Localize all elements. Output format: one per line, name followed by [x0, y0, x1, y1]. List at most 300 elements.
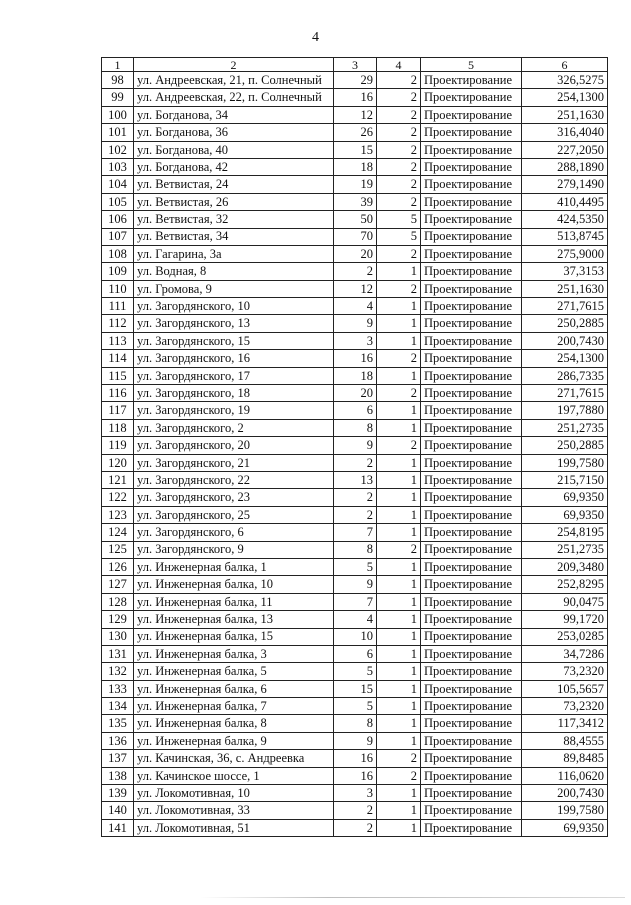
address-cell: ул. Загордянского, 21 — [134, 454, 334, 471]
work-type-cell: Проектирование — [421, 767, 522, 784]
amount-cell: 251,1630 — [522, 106, 608, 123]
table-row — [102, 124, 608, 141]
work-type-cell: Проектирование — [421, 332, 522, 349]
quantity-cell: 16 — [334, 767, 377, 784]
amount-cell: 209,3480 — [522, 558, 608, 575]
quantity-cell: 19 — [334, 176, 377, 193]
work-type-cell: Проектирование — [421, 489, 522, 506]
category-cell: 2 — [377, 280, 421, 297]
amount-cell: 275,9000 — [522, 245, 608, 262]
address-cell: ул. Загордянского, 23 — [134, 489, 334, 506]
table-row — [102, 419, 608, 436]
table-row — [102, 298, 608, 315]
row-number-cell: 98 — [102, 72, 134, 89]
amount-cell: 326,5275 — [522, 72, 608, 89]
address-cell: ул. Загордянского, 22 — [134, 471, 334, 488]
amount-cell: 271,7615 — [522, 385, 608, 402]
work-type-cell: Проектирование — [421, 611, 522, 628]
category-cell: 1 — [377, 645, 421, 662]
table-row — [102, 367, 608, 384]
amount-cell: 410,4495 — [522, 193, 608, 210]
amount-cell: 271,7615 — [522, 298, 608, 315]
row-number-cell: 139 — [102, 785, 134, 802]
table-row — [102, 663, 608, 680]
amount-cell: 69,9350 — [522, 506, 608, 523]
category-cell: 1 — [377, 332, 421, 349]
address-cell: ул. Локомотивная, 33 — [134, 802, 334, 819]
quantity-cell: 70 — [334, 228, 377, 245]
amount-cell: 254,8195 — [522, 524, 608, 541]
amount-cell: 316,4040 — [522, 124, 608, 141]
address-cell: ул. Загордянского, 18 — [134, 385, 334, 402]
table-row — [102, 680, 608, 697]
quantity-cell: 3 — [334, 785, 377, 802]
address-cell: ул. Гагарина, 3а — [134, 245, 334, 262]
category-cell: 1 — [377, 471, 421, 488]
table-header-row — [102, 58, 608, 72]
address-cell: ул. Загордянского, 25 — [134, 506, 334, 523]
row-number-cell: 105 — [102, 193, 134, 210]
category-cell: 5 — [377, 211, 421, 228]
category-cell: 2 — [377, 750, 421, 767]
address-cell: ул. Инженерная балка, 11 — [134, 593, 334, 610]
table-row — [102, 437, 608, 454]
row-number-cell: 121 — [102, 471, 134, 488]
table-row — [102, 802, 608, 819]
quantity-cell: 16 — [334, 350, 377, 367]
address-cell: ул. Загордянского, 13 — [134, 315, 334, 332]
work-type-cell: Проектирование — [421, 785, 522, 802]
address-cell: ул. Загордянского, 2 — [134, 419, 334, 436]
table-row — [102, 89, 608, 106]
quantity-cell: 4 — [334, 298, 377, 315]
table-row — [102, 558, 608, 575]
address-cell: ул. Загордянского, 16 — [134, 350, 334, 367]
work-type-cell: Проектирование — [421, 298, 522, 315]
category-cell: 1 — [377, 489, 421, 506]
amount-cell: 227,2050 — [522, 141, 608, 158]
row-number-cell: 140 — [102, 802, 134, 819]
address-cell: ул. Загордянского, 17 — [134, 367, 334, 384]
quantity-cell: 9 — [334, 732, 377, 749]
address-cell: ул. Богданова, 36 — [134, 124, 334, 141]
category-cell: 1 — [377, 819, 421, 836]
category-cell: 1 — [377, 611, 421, 628]
amount-cell: 200,7430 — [522, 332, 608, 349]
work-type-cell: Проектирование — [421, 385, 522, 402]
category-cell: 1 — [377, 558, 421, 575]
row-number-cell: 119 — [102, 437, 134, 454]
address-cell: ул. Качинское шоссе, 1 — [134, 767, 334, 784]
work-type-cell: Проектирование — [421, 176, 522, 193]
quantity-cell: 8 — [334, 541, 377, 558]
row-number-cell: 116 — [102, 385, 134, 402]
row-number-cell: 126 — [102, 558, 134, 575]
table-row — [102, 106, 608, 123]
amount-cell: 116,0620 — [522, 767, 608, 784]
row-number-cell: 118 — [102, 419, 134, 436]
work-type-cell: Проектирование — [421, 680, 522, 697]
table-row — [102, 611, 608, 628]
quantity-cell: 20 — [334, 245, 377, 262]
row-number-cell: 136 — [102, 732, 134, 749]
row-number-cell: 134 — [102, 698, 134, 715]
work-type-cell: Проектирование — [421, 732, 522, 749]
category-cell: 1 — [377, 263, 421, 280]
table-row — [102, 698, 608, 715]
column-header-2: 2 — [134, 58, 334, 72]
address-cell: ул. Водная, 8 — [134, 263, 334, 280]
amount-cell: 69,9350 — [522, 819, 608, 836]
quantity-cell: 16 — [334, 750, 377, 767]
row-number-cell: 132 — [102, 663, 134, 680]
quantity-cell: 3 — [334, 332, 377, 349]
address-cell: ул. Богданова, 34 — [134, 106, 334, 123]
category-cell: 2 — [377, 72, 421, 89]
amount-cell: 279,1490 — [522, 176, 608, 193]
row-number-cell: 111 — [102, 298, 134, 315]
column-header-5: 5 — [421, 58, 522, 72]
category-cell: 2 — [377, 767, 421, 784]
work-type-cell: Проектирование — [421, 72, 522, 89]
quantity-cell: 2 — [334, 506, 377, 523]
quantity-cell: 5 — [334, 558, 377, 575]
quantity-cell: 7 — [334, 524, 377, 541]
category-cell: 1 — [377, 593, 421, 610]
work-type-cell: Проектирование — [421, 593, 522, 610]
quantity-cell: 29 — [334, 72, 377, 89]
amount-cell: 199,7580 — [522, 454, 608, 471]
category-cell: 2 — [377, 176, 421, 193]
quantity-cell: 9 — [334, 576, 377, 593]
address-cell: ул. Загордянского, 19 — [134, 402, 334, 419]
amount-cell: 288,1890 — [522, 158, 608, 175]
row-number-cell: 122 — [102, 489, 134, 506]
work-type-cell: Проектирование — [421, 193, 522, 210]
amount-cell: 90,0475 — [522, 593, 608, 610]
address-cell: ул. Ветвистая, 24 — [134, 176, 334, 193]
table-row — [102, 524, 608, 541]
row-number-cell: 130 — [102, 628, 134, 645]
row-number-cell: 120 — [102, 454, 134, 471]
address-cell: ул. Качинская, 36, с. Андреевка — [134, 750, 334, 767]
table-row — [102, 72, 608, 89]
work-type-cell: Проектирование — [421, 454, 522, 471]
table-row — [102, 750, 608, 767]
row-number-cell: 131 — [102, 645, 134, 662]
table-row — [102, 315, 608, 332]
amount-cell: 34,7286 — [522, 645, 608, 662]
table-row — [102, 332, 608, 349]
quantity-cell: 10 — [334, 628, 377, 645]
work-type-cell: Проектирование — [421, 228, 522, 245]
address-cell: ул. Инженерная балка, 3 — [134, 645, 334, 662]
row-number-cell: 135 — [102, 715, 134, 732]
work-type-cell: Проектирование — [421, 402, 522, 419]
work-type-cell: Проектирование — [421, 350, 522, 367]
address-cell: ул. Загордянского, 6 — [134, 524, 334, 541]
scan-artifact-line — [200, 897, 625, 898]
quantity-cell: 13 — [334, 471, 377, 488]
row-number-cell: 100 — [102, 106, 134, 123]
address-cell: ул. Инженерная балка, 1 — [134, 558, 334, 575]
row-number-cell: 128 — [102, 593, 134, 610]
row-number-cell: 107 — [102, 228, 134, 245]
row-number-cell: 101 — [102, 124, 134, 141]
quantity-cell: 2 — [334, 454, 377, 471]
address-cell: ул. Инженерная балка, 6 — [134, 680, 334, 697]
quantity-cell: 8 — [334, 715, 377, 732]
table-row — [102, 506, 608, 523]
row-number-cell: 133 — [102, 680, 134, 697]
table-row — [102, 402, 608, 419]
table-row — [102, 211, 608, 228]
table-row — [102, 385, 608, 402]
address-cell: ул. Инженерная балка, 9 — [134, 732, 334, 749]
work-type-cell: Проектирование — [421, 524, 522, 541]
category-cell: 2 — [377, 158, 421, 175]
category-cell: 1 — [377, 802, 421, 819]
table-row — [102, 715, 608, 732]
row-number-cell: 124 — [102, 524, 134, 541]
table-row — [102, 628, 608, 645]
quantity-cell: 50 — [334, 211, 377, 228]
category-cell: 1 — [377, 628, 421, 645]
address-cell: ул. Богданова, 42 — [134, 158, 334, 175]
category-cell: 1 — [377, 576, 421, 593]
quantity-cell: 16 — [334, 89, 377, 106]
address-cell: ул. Локомотивная, 10 — [134, 785, 334, 802]
row-number-cell: 108 — [102, 245, 134, 262]
address-cell: ул. Ветвистая, 34 — [134, 228, 334, 245]
amount-cell: 88,4555 — [522, 732, 608, 749]
category-cell: 1 — [377, 298, 421, 315]
table-row — [102, 228, 608, 245]
row-number-cell: 137 — [102, 750, 134, 767]
work-type-cell: Проектирование — [421, 471, 522, 488]
work-type-cell: Проектирование — [421, 263, 522, 280]
page-number: 4 — [312, 30, 319, 45]
table-row — [102, 819, 608, 836]
row-number-cell: 99 — [102, 89, 134, 106]
category-cell: 2 — [377, 141, 421, 158]
work-type-cell: Проектирование — [421, 89, 522, 106]
address-cell: ул. Инженерная балка, 5 — [134, 663, 334, 680]
quantity-cell: 18 — [334, 367, 377, 384]
work-type-cell: Проектирование — [421, 819, 522, 836]
work-type-cell: Проектирование — [421, 558, 522, 575]
quantity-cell: 2 — [334, 489, 377, 506]
work-type-cell: Проектирование — [421, 141, 522, 158]
address-cell: ул. Андреевская, 22, п. Солнечный — [134, 89, 334, 106]
amount-cell: 105,5657 — [522, 680, 608, 697]
row-number-cell: 141 — [102, 819, 134, 836]
category-cell: 1 — [377, 454, 421, 471]
address-cell: ул. Инженерная балка, 10 — [134, 576, 334, 593]
row-number-cell: 113 — [102, 332, 134, 349]
row-number-cell: 127 — [102, 576, 134, 593]
row-number-cell: 114 — [102, 350, 134, 367]
work-type-cell: Проектирование — [421, 802, 522, 819]
address-cell: ул. Загордянского, 10 — [134, 298, 334, 315]
address-cell: ул. Инженерная балка, 7 — [134, 698, 334, 715]
quantity-cell: 39 — [334, 193, 377, 210]
work-type-cell: Проектирование — [421, 715, 522, 732]
category-cell: 2 — [377, 541, 421, 558]
table-row — [102, 158, 608, 175]
quantity-cell: 5 — [334, 663, 377, 680]
category-cell: 1 — [377, 402, 421, 419]
work-type-cell: Проектирование — [421, 106, 522, 123]
amount-cell: 73,2320 — [522, 698, 608, 715]
amount-cell: 200,7430 — [522, 785, 608, 802]
table-row — [102, 732, 608, 749]
address-cell: ул. Инженерная балка, 13 — [134, 611, 334, 628]
quantity-cell: 15 — [334, 141, 377, 158]
amount-cell: 251,2735 — [522, 541, 608, 558]
address-cell: ул. Загордянского, 9 — [134, 541, 334, 558]
quantity-cell: 12 — [334, 280, 377, 297]
work-type-cell: Проектирование — [421, 158, 522, 175]
category-cell: 2 — [377, 385, 421, 402]
amount-cell: 252,8295 — [522, 576, 608, 593]
category-cell: 1 — [377, 680, 421, 697]
category-cell: 1 — [377, 315, 421, 332]
category-cell: 1 — [377, 732, 421, 749]
amount-cell: 251,2735 — [522, 419, 608, 436]
work-type-cell: Проектирование — [421, 367, 522, 384]
quantity-cell: 12 — [334, 106, 377, 123]
amount-cell: 89,8485 — [522, 750, 608, 767]
table-row — [102, 489, 608, 506]
amount-cell: 37,3153 — [522, 263, 608, 280]
amount-cell: 117,3412 — [522, 715, 608, 732]
amount-cell: 73,2320 — [522, 663, 608, 680]
address-cell: ул. Громова, 9 — [134, 280, 334, 297]
work-type-cell: Проектирование — [421, 280, 522, 297]
address-cell: ул. Богданова, 40 — [134, 141, 334, 158]
quantity-cell: 18 — [334, 158, 377, 175]
amount-cell: 254,1300 — [522, 350, 608, 367]
object-table — [101, 57, 608, 837]
table-row — [102, 767, 608, 784]
amount-cell: 197,7880 — [522, 402, 608, 419]
table-row — [102, 454, 608, 471]
quantity-cell: 6 — [334, 645, 377, 662]
column-header-6: 6 — [522, 58, 608, 72]
address-cell: ул. Загордянского, 20 — [134, 437, 334, 454]
quantity-cell: 5 — [334, 698, 377, 715]
row-number-cell: 129 — [102, 611, 134, 628]
category-cell: 2 — [377, 106, 421, 123]
category-cell: 2 — [377, 350, 421, 367]
table-row — [102, 541, 608, 558]
category-cell: 1 — [377, 698, 421, 715]
quantity-cell: 8 — [334, 419, 377, 436]
amount-cell: 254,1300 — [522, 89, 608, 106]
row-number-cell: 112 — [102, 315, 134, 332]
address-cell: ул. Загордянского, 15 — [134, 332, 334, 349]
quantity-cell: 9 — [334, 315, 377, 332]
work-type-cell: Проектирование — [421, 541, 522, 558]
work-type-cell: Проектирование — [421, 750, 522, 767]
amount-cell: 250,2885 — [522, 437, 608, 454]
address-cell: ул. Ветвистая, 26 — [134, 193, 334, 210]
column-header-4: 4 — [377, 58, 421, 72]
work-type-cell: Проектирование — [421, 628, 522, 645]
work-type-cell: Проектирование — [421, 506, 522, 523]
work-type-cell: Проектирование — [421, 645, 522, 662]
amount-cell: 215,7150 — [522, 471, 608, 488]
category-cell: 2 — [377, 89, 421, 106]
address-cell: ул. Андреевская, 21, п. Солнечный — [134, 72, 334, 89]
row-number-cell: 106 — [102, 211, 134, 228]
row-number-cell: 125 — [102, 541, 134, 558]
work-type-cell: Проектирование — [421, 124, 522, 141]
table-row — [102, 785, 608, 802]
amount-cell: 424,5350 — [522, 211, 608, 228]
work-type-cell: Проектирование — [421, 245, 522, 262]
table-row — [102, 645, 608, 662]
work-type-cell: Проектирование — [421, 437, 522, 454]
quantity-cell: 6 — [334, 402, 377, 419]
table-row — [102, 193, 608, 210]
work-type-cell: Проектирование — [421, 663, 522, 680]
column-header-3: 3 — [334, 58, 377, 72]
row-number-cell: 117 — [102, 402, 134, 419]
row-number-cell: 138 — [102, 767, 134, 784]
table-row — [102, 176, 608, 193]
row-number-cell: 110 — [102, 280, 134, 297]
quantity-cell: 20 — [334, 385, 377, 402]
category-cell: 1 — [377, 367, 421, 384]
row-number-cell: 104 — [102, 176, 134, 193]
quantity-cell: 26 — [334, 124, 377, 141]
category-cell: 1 — [377, 506, 421, 523]
category-cell: 2 — [377, 437, 421, 454]
address-cell: ул. Локомотивная, 51 — [134, 819, 334, 836]
quantity-cell: 9 — [334, 437, 377, 454]
quantity-cell: 2 — [334, 802, 377, 819]
category-cell: 1 — [377, 663, 421, 680]
work-type-cell: Проектирование — [421, 419, 522, 436]
table-row — [102, 576, 608, 593]
row-number-cell: 115 — [102, 367, 134, 384]
amount-cell: 99,1720 — [522, 611, 608, 628]
table-row — [102, 245, 608, 262]
amount-cell: 69,9350 — [522, 489, 608, 506]
amount-cell: 251,1630 — [522, 280, 608, 297]
quantity-cell: 2 — [334, 263, 377, 280]
amount-cell: 199,7580 — [522, 802, 608, 819]
row-number-cell: 103 — [102, 158, 134, 175]
table-row — [102, 280, 608, 297]
address-cell: ул. Инженерная балка, 8 — [134, 715, 334, 732]
address-cell: ул. Ветвистая, 32 — [134, 211, 334, 228]
quantity-cell: 2 — [334, 819, 377, 836]
amount-cell: 250,2885 — [522, 315, 608, 332]
work-type-cell: Проектирование — [421, 698, 522, 715]
table-body — [102, 72, 608, 837]
amount-cell: 513,8745 — [522, 228, 608, 245]
column-header-1: 1 — [102, 58, 134, 72]
category-cell: 1 — [377, 715, 421, 732]
work-type-cell: Проектирование — [421, 211, 522, 228]
amount-cell: 253,0285 — [522, 628, 608, 645]
amount-cell: 286,7335 — [522, 367, 608, 384]
quantity-cell: 7 — [334, 593, 377, 610]
work-type-cell: Проектирование — [421, 315, 522, 332]
